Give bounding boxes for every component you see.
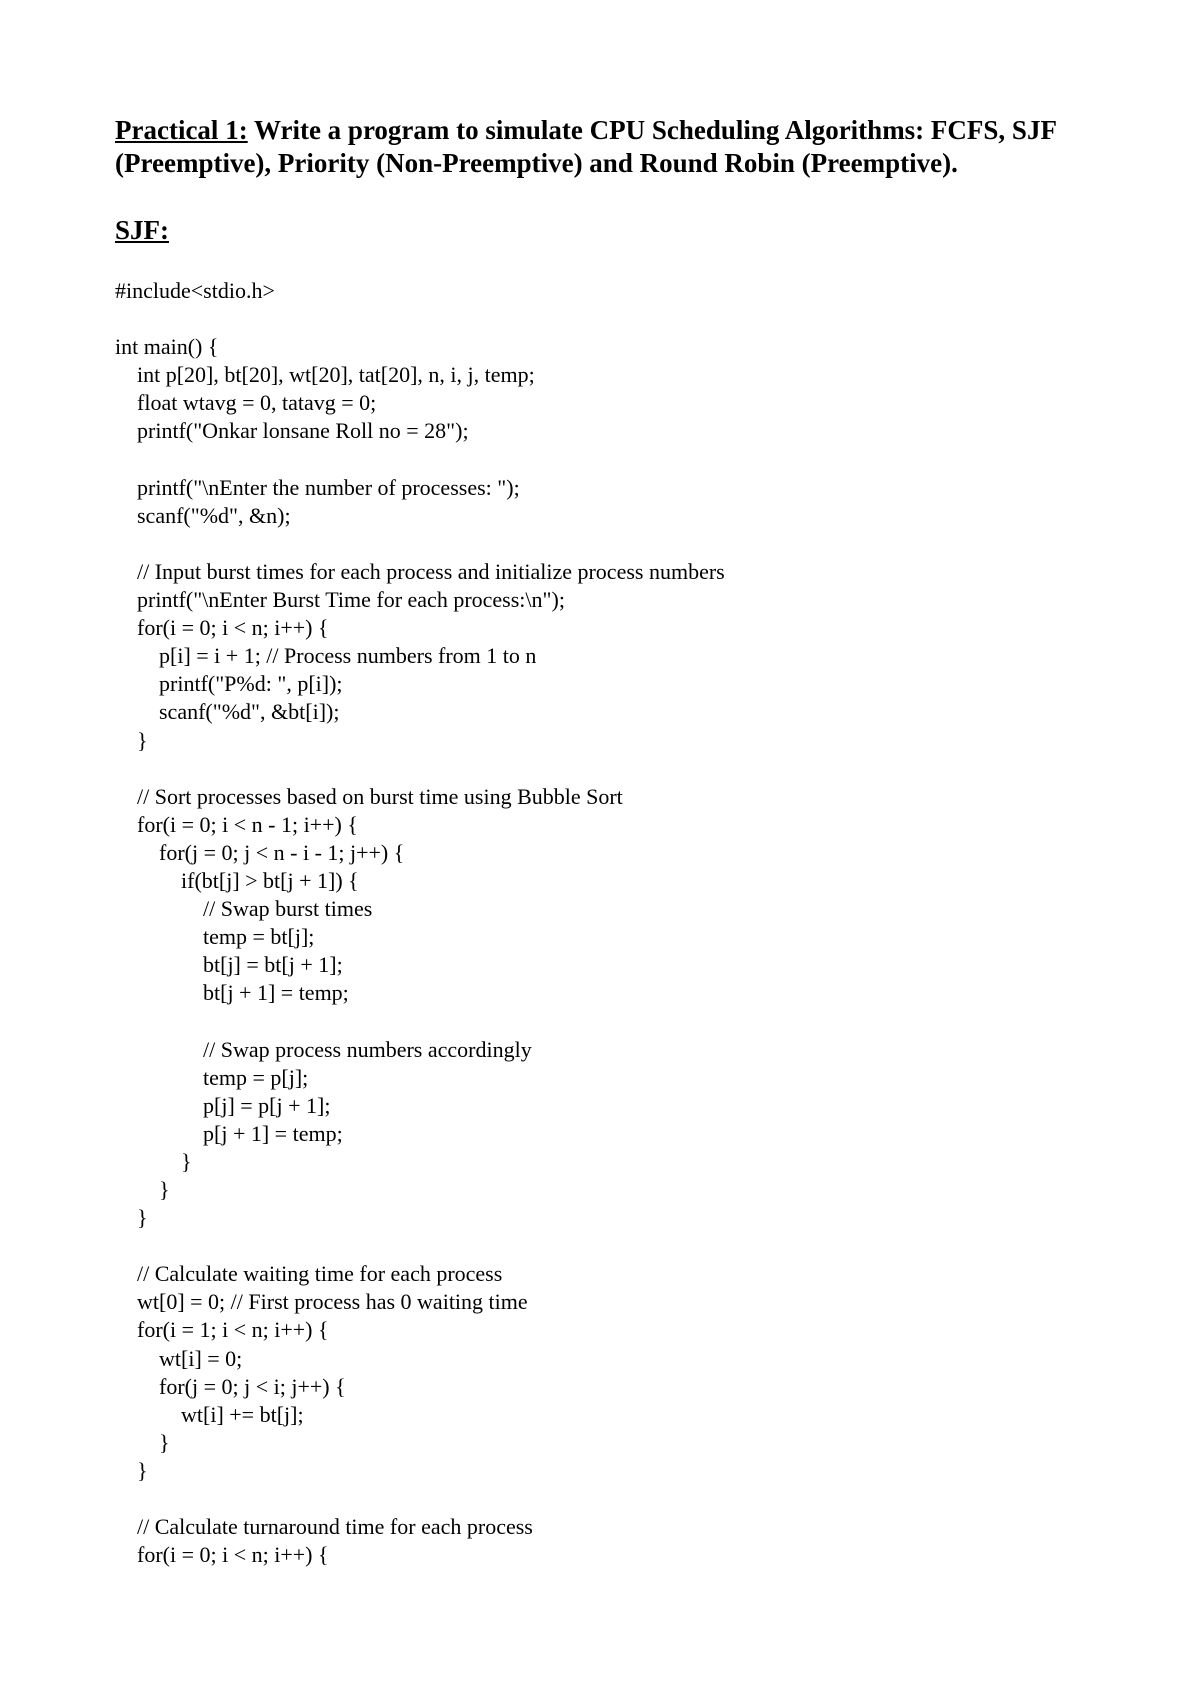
- code-line: }: [115, 1457, 148, 1483]
- code-line: }: [115, 1429, 170, 1455]
- code-line: for(i = 0; i < n; i++) {: [115, 615, 329, 641]
- code-line: int p[20], bt[20], wt[20], tat[20], n, i, j, temp;: [115, 362, 535, 388]
- title-line-1: [115, 114, 1115, 147]
- code-line: for(j = 0; j < n - i - 1; j++) {: [115, 839, 405, 865]
- section-heading-sjf: SJF:: [115, 215, 169, 245]
- title-text-line-2: (Preemptive), Priority (Non-Preemptive) and Round Robin (Preemptive).: [115, 148, 958, 178]
- code-block: [115, 277, 1115, 1569]
- code-line: bt[j] = bt[j + 1];: [115, 952, 343, 978]
- code-line: // Input burst times for each process and initialize process numbers: [115, 558, 725, 584]
- title-text-line-1: Write a program to simulate CPU Scheduling Algorithms: FCFS, SJF: [247, 115, 1057, 145]
- code-line: // Calculate turnaround time for each process: [115, 1514, 533, 1540]
- code-line: #include<stdio.h>: [115, 278, 275, 303]
- code-line: for(i = 0; i < n - 1; i++) {: [115, 811, 358, 837]
- code-line: bt[j + 1] = temp;: [115, 980, 349, 1006]
- code-line: for(j = 0; j < i; j++) {: [115, 1373, 346, 1399]
- practical-title: [115, 114, 1115, 180]
- code-line: }: [115, 1148, 192, 1174]
- code-line: }: [115, 1177, 170, 1202]
- code-line: printf("\nEnter the number of processes: ");: [115, 474, 520, 500]
- code-line: wt[i] = 0;: [115, 1345, 243, 1371]
- code-line: p[i] = i + 1; // Process numbers from 1 to n: [115, 643, 537, 669]
- code-line: // Sort processes based on burst time using Bubble Sort: [115, 783, 623, 809]
- code-line: printf("Onkar lonsane Roll no = 28");: [115, 418, 469, 444]
- code-line: wt[0] = 0; // First process has 0 waiting time: [115, 1289, 528, 1315]
- code-line: for(i = 0; i < n; i++) {: [115, 1542, 329, 1568]
- code-line: [115, 1232, 1115, 1260]
- code-line: [115, 755, 1115, 783]
- code-line: p[j] = p[j + 1];: [115, 1092, 331, 1118]
- code-line: for(i = 1; i < n; i++) {: [115, 1317, 329, 1343]
- code-line: // Swap process numbers accordingly: [115, 1036, 532, 1062]
- code-line: if(bt[j] > bt[j + 1]) {: [115, 867, 359, 893]
- code-line: }: [115, 727, 148, 753]
- code-line: float wtavg = 0, tatavg = 0;: [115, 390, 377, 416]
- code-line: // Calculate waiting time for each process: [115, 1261, 503, 1287]
- code-line: [115, 1007, 1115, 1035]
- practical-label: Practical 1:: [115, 115, 248, 145]
- code-line: scanf("%d", &bt[i]);: [115, 699, 340, 725]
- code-line: }: [115, 1205, 148, 1231]
- code-line: scanf("%d", &n);: [115, 502, 291, 528]
- code-line: // Swap burst times: [115, 896, 373, 922]
- code-line: [115, 305, 1115, 333]
- code-line: int main() {: [115, 334, 219, 360]
- code-line: temp = p[j];: [115, 1064, 309, 1090]
- code-line: [115, 530, 1115, 558]
- code-line: [115, 1485, 1115, 1513]
- code-line: printf("P%d: ", p[i]);: [115, 671, 343, 697]
- code-line: p[j + 1] = temp;: [115, 1120, 343, 1146]
- code-line: wt[i] += bt[j];: [115, 1401, 304, 1427]
- code-line: printf("\nEnter Burst Time for each process:\n");: [115, 587, 565, 613]
- code-line: temp = bt[j];: [115, 924, 315, 950]
- code-line: [115, 446, 1115, 474]
